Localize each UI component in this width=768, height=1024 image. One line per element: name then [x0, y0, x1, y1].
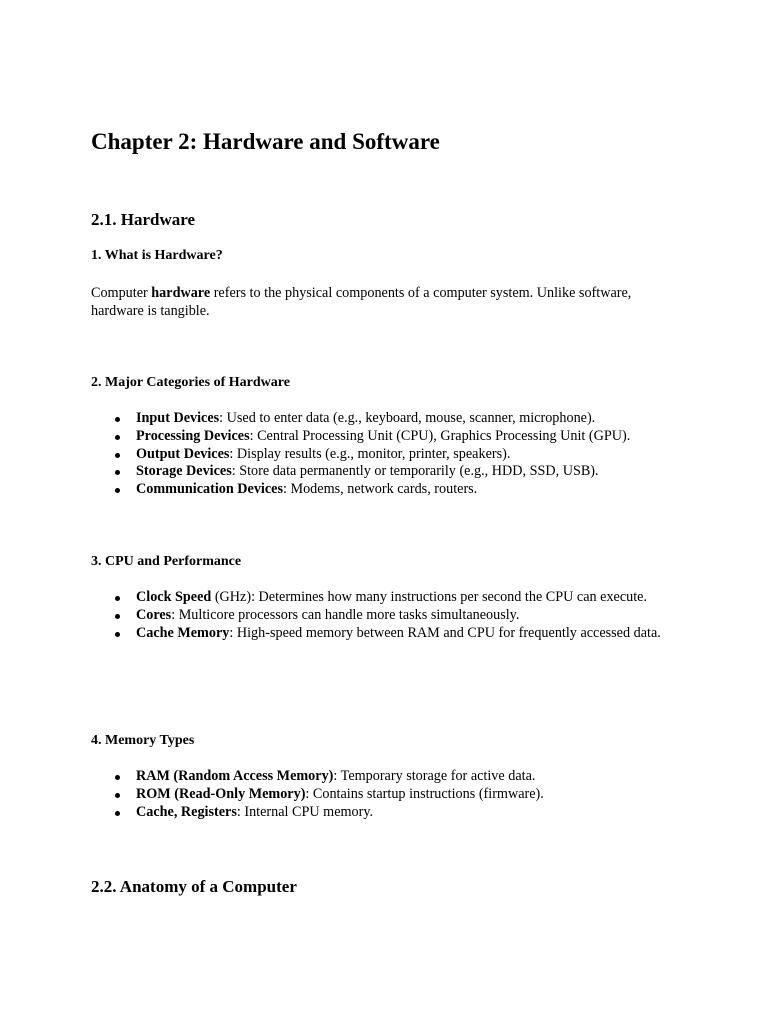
- definition-text-start: Computer: [91, 285, 152, 301]
- list-item-term: Output Devices: [136, 445, 230, 462]
- bullet-icon: [115, 435, 120, 440]
- subheading-what-is-hardware: 1. What is Hardware?: [91, 248, 223, 263]
- list-item-term: Cache Memory: [136, 624, 230, 641]
- list-item: [91, 589, 681, 607]
- list-item: [91, 786, 681, 804]
- bullet-icon: [115, 614, 120, 619]
- categories-list: [91, 410, 681, 499]
- list-item: [91, 607, 681, 625]
- list-item-desc: : Central Processing Unit (CPU), Graphics Processing Unit (GPU).: [249, 427, 631, 444]
- section-heading-hardware: 2.1. Hardware: [91, 210, 196, 229]
- definition-term: hardware: [151, 285, 211, 301]
- list-item-desc: : Modems, network cards, routers.: [282, 481, 478, 498]
- list-item-desc: (GHz): Determines how many instructions per second the CPU can execute.: [211, 589, 648, 605]
- bullet-icon: [115, 632, 120, 637]
- list-item: [91, 768, 681, 786]
- list-item-term: Storage Devices: [136, 463, 232, 480]
- bullet-icon: [115, 488, 120, 493]
- list-item-desc: : Contains startup instructions (firmware).: [305, 785, 544, 802]
- list-item-term: RAM (Random Access Memory): [136, 768, 334, 784]
- list-item-term: Clock Speed: [136, 589, 212, 605]
- list-item-term: Communication Devices: [136, 481, 283, 498]
- list-item: [91, 446, 681, 464]
- bullet-icon: [115, 793, 120, 798]
- list-item-desc: : Temporary storage for active data.: [333, 768, 536, 784]
- list-item-desc: : Internal CPU memory.: [236, 803, 374, 820]
- list-item-term: Cache, Registers: [136, 803, 237, 820]
- chapter-title: Chapter 2: Hardware and Software: [91, 129, 440, 154]
- subheading-cpu-performance: 3. CPU and Performance: [91, 554, 242, 569]
- bullet-icon: [115, 453, 120, 458]
- list-item: [91, 428, 681, 446]
- list-item-term: Cores: [136, 606, 172, 623]
- list-item-term: Processing Devices: [136, 427, 250, 444]
- list-item-term: ROM (Read-Only Memory): [136, 785, 306, 802]
- section-heading-anatomy: 2.2. Anatomy of a Computer: [91, 877, 297, 896]
- list-item-desc: : Store data permanently or temporarily (e.g., HDD, SSD, USB).: [231, 463, 599, 480]
- list-item: [91, 481, 681, 499]
- list-item-desc: : High-speed memory between RAM and CPU for frequently accessed data.: [229, 624, 661, 641]
- list-item: [91, 410, 681, 428]
- definition-text-end: refers to the physical components of a computer system. Unlike software, hardware is tangible.: [91, 285, 632, 319]
- list-item: [91, 625, 681, 643]
- bullet-icon: [115, 470, 120, 475]
- bullet-icon: [115, 775, 120, 780]
- memory-list: [91, 768, 681, 821]
- list-item-desc: : Used to enter data (e.g., keyboard, mouse, scanner, microphone).: [219, 410, 596, 426]
- bullet-icon: [115, 417, 120, 422]
- list-item-desc: : Display results (e.g., monitor, printer, speakers).: [229, 445, 511, 462]
- list-item: [91, 804, 681, 822]
- cpu-list: [91, 589, 681, 642]
- list-item-desc: : Multicore processors can handle more tasks simultaneously.: [171, 606, 520, 623]
- subheading-categories: 2. Major Categories of Hardware: [91, 375, 290, 390]
- hardware-definition-paragraph: [91, 284, 681, 320]
- bullet-icon: [115, 596, 120, 601]
- list-item-term: Input Devices: [136, 410, 220, 426]
- bullet-icon: [115, 811, 120, 816]
- subheading-memory-types: 4. Memory Types: [91, 733, 195, 748]
- list-item: [91, 463, 681, 481]
